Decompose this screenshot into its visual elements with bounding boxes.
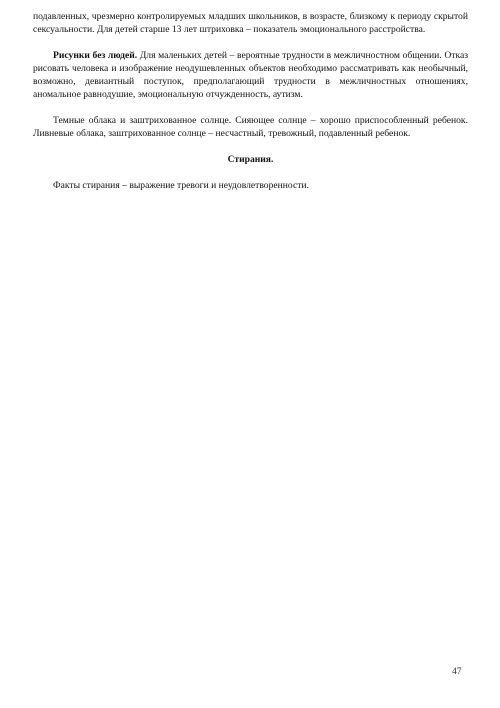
paragraph-gap	[33, 36, 468, 49]
page-content	[33, 10, 468, 192]
paragraph-4	[33, 179, 468, 192]
paragraph-gap	[33, 101, 468, 114]
paragraph-2-lead: Рисунки без людей.	[53, 50, 138, 61]
paragraph-1	[33, 10, 468, 36]
paragraph-4-text: Факты стирания – выражение тревоги и неудовлетворенности.	[53, 180, 309, 191]
paragraph-2-text: Для маленьких детей – вероятные трудности в межличностном общении. Отказ рисовать человека и изображение неодушевленных объектов необходимо рассматривать как необычный, возможно, девиантный поступок, предполагающий трудности в межличностных отношениях, аномальное равнодушие, эмоциональную отчужденность, аутизм.	[33, 50, 469, 100]
paragraph-gap	[33, 140, 468, 153]
paragraph-gap	[33, 166, 468, 179]
paragraph-2	[33, 49, 468, 101]
paragraph-3	[33, 114, 468, 140]
paragraph-3-text: Темные облака и заштрихованное солнце. Сияющее солнце – хорошо приспособленный ребенок. Ливневые облака, заштрихованное солнце – несчастный, тревожный, подавленный ребенок.	[33, 115, 468, 139]
section-heading: Стирания.	[227, 154, 274, 165]
paragraph-1-text: подавленных, чрезмерно контролируемых младших школьников, в возрасте, близкому к периоду скрытой сексуальности. Для детей старше 13 лет штриховка – показатель эмоционального расстройства.	[33, 11, 468, 35]
page-number: 47	[452, 666, 462, 677]
